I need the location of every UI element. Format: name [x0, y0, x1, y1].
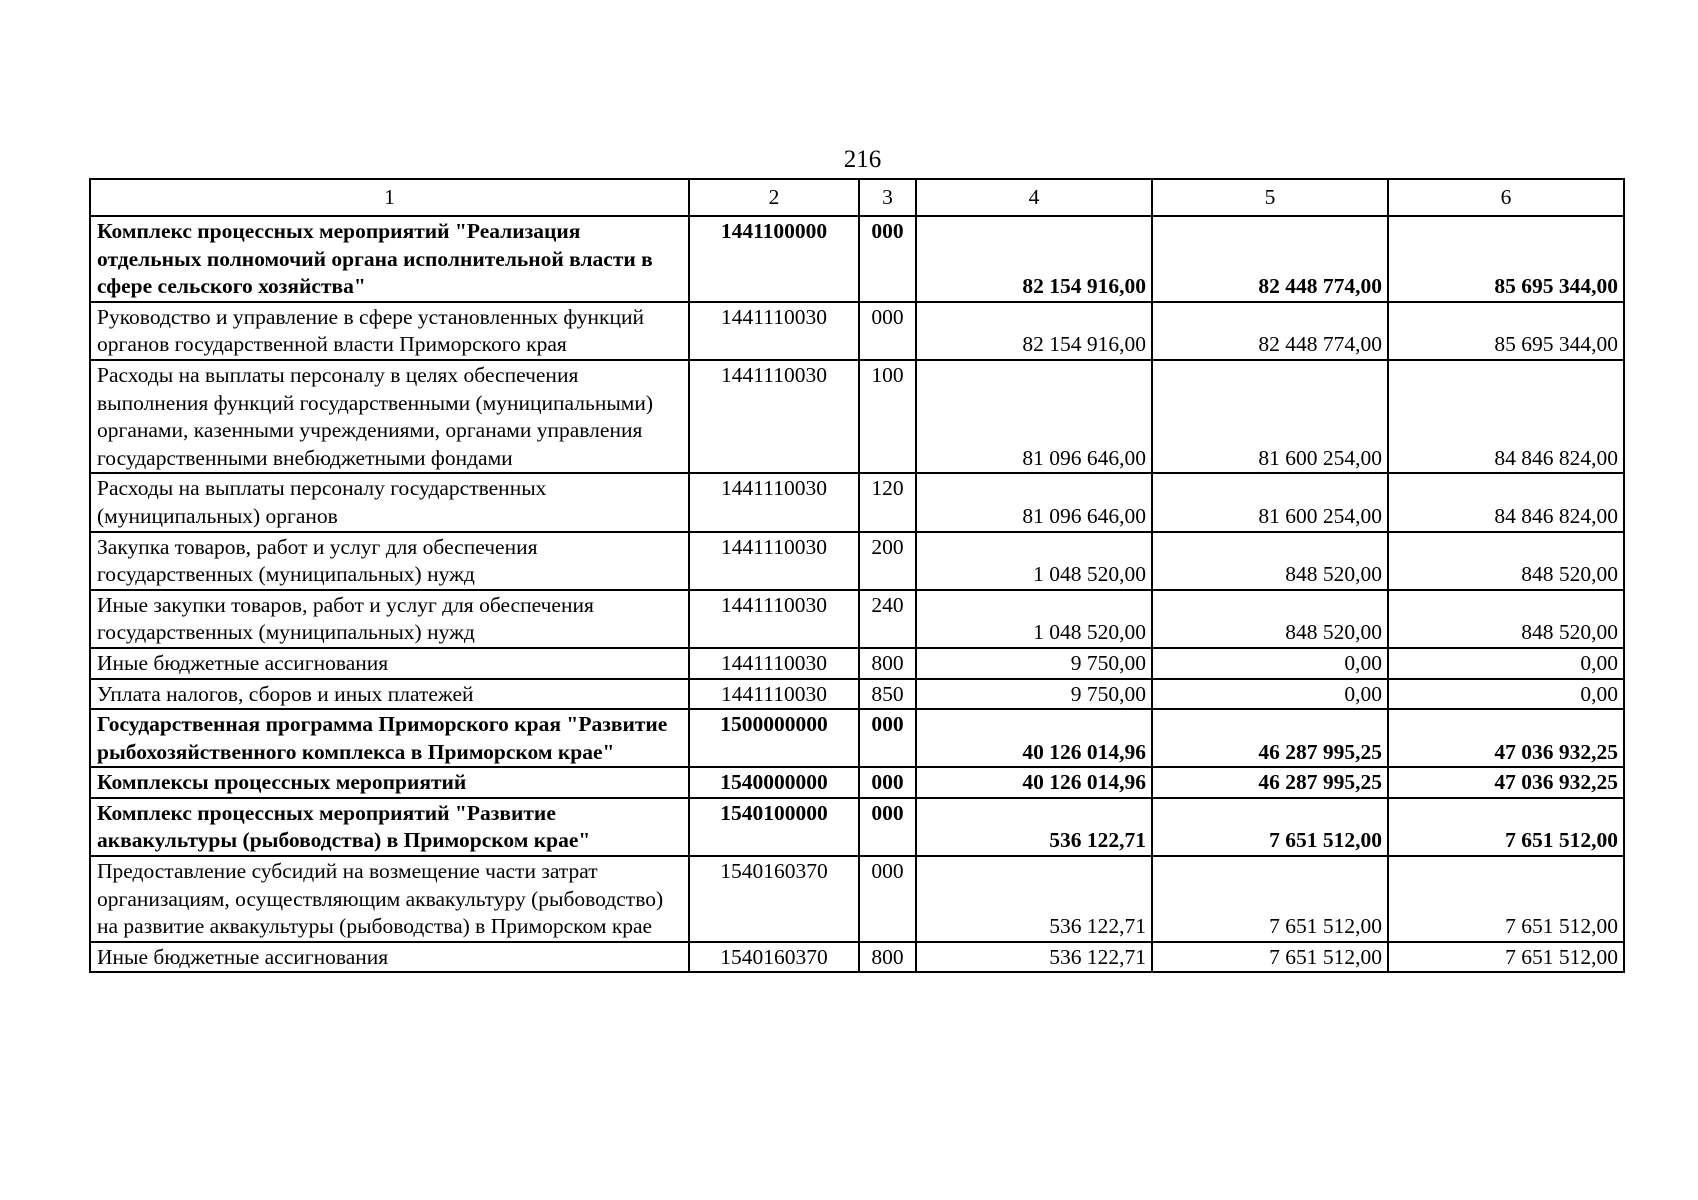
- table-row: [90, 216, 1624, 302]
- row-amount-2: 81 600 254,00: [1152, 473, 1388, 531]
- row-amount-3: 85 695 344,00: [1388, 302, 1624, 360]
- row-amount-2: 82 448 774,00: [1152, 302, 1388, 360]
- row-code: 1441100000: [689, 216, 859, 302]
- row-name: Комплекс процессных мероприятий "Развитие аквакультуры (рыбоводства) в Приморском крае": [90, 798, 689, 856]
- row-code: 1441110030: [689, 473, 859, 531]
- row-amount-1: 9 750,00: [916, 648, 1152, 679]
- row-amount-3: 47 036 932,25: [1388, 767, 1624, 798]
- row-code: 1540160370: [689, 856, 859, 942]
- row-amount-2: 848 520,00: [1152, 532, 1388, 590]
- row-code: 1441110030: [689, 679, 859, 710]
- row-type: 100: [859, 360, 916, 473]
- row-amount-3: 7 651 512,00: [1388, 942, 1624, 973]
- row-name: Иные бюджетные ассигнования: [90, 942, 689, 973]
- header-cell-2: 2: [689, 179, 859, 216]
- row-amount-2: 81 600 254,00: [1152, 360, 1388, 473]
- row-name: Расходы на выплаты персоналу государственных (муниципальных) органов: [90, 473, 689, 531]
- budget-table: [89, 178, 1625, 973]
- row-amount-1: 82 154 916,00: [916, 302, 1152, 360]
- row-name: Руководство и управление в сфере установленных функций органов государственной власти Приморского края: [90, 302, 689, 360]
- row-amount-3: 84 846 824,00: [1388, 473, 1624, 531]
- table-row: [90, 679, 1624, 710]
- row-type: 200: [859, 532, 916, 590]
- row-amount-1: 81 096 646,00: [916, 473, 1152, 531]
- row-name: Расходы на выплаты персоналу в целях обеспечения выполнения функций государственными (муниципальными) органами, казенными учреждениями, органами управления государственными внебюджетными фондами: [90, 360, 689, 473]
- table-row: [90, 856, 1624, 942]
- row-type: 000: [859, 302, 916, 360]
- row-name: Закупка товаров, работ и услуг для обеспечения государственных (муниципальных) нужд: [90, 532, 689, 590]
- row-amount-3: 848 520,00: [1388, 532, 1624, 590]
- row-type: 240: [859, 590, 916, 648]
- row-amount-1: 81 096 646,00: [916, 360, 1152, 473]
- row-amount-3: 848 520,00: [1388, 590, 1624, 648]
- row-type: 850: [859, 679, 916, 710]
- row-code: 1540000000: [689, 767, 859, 798]
- table-row: [90, 590, 1624, 648]
- header-cell-1: 1: [90, 179, 689, 216]
- table-row: [90, 360, 1624, 473]
- table-row: [90, 648, 1624, 679]
- table-header-row: [90, 179, 1624, 216]
- row-amount-1: 536 122,71: [916, 942, 1152, 973]
- row-amount-1: 1 048 520,00: [916, 532, 1152, 590]
- row-amount-3: 47 036 932,25: [1388, 709, 1624, 767]
- row-type: 000: [859, 216, 916, 302]
- table-row: [90, 532, 1624, 590]
- row-amount-2: 7 651 512,00: [1152, 856, 1388, 942]
- row-amount-2: 0,00: [1152, 648, 1388, 679]
- row-type: 120: [859, 473, 916, 531]
- row-amount-3: 0,00: [1388, 648, 1624, 679]
- row-amount-3: 7 651 512,00: [1388, 856, 1624, 942]
- row-type: 000: [859, 856, 916, 942]
- row-code: 1441110030: [689, 648, 859, 679]
- row-code: 1441110030: [689, 302, 859, 360]
- row-type: 800: [859, 942, 916, 973]
- row-type: 800: [859, 648, 916, 679]
- row-code: 1540160370: [689, 942, 859, 973]
- row-code: 1441110030: [689, 532, 859, 590]
- row-type: 000: [859, 798, 916, 856]
- row-amount-1: 1 048 520,00: [916, 590, 1152, 648]
- row-code: 1441110030: [689, 590, 859, 648]
- row-name: Комплексы процессных мероприятий: [90, 767, 689, 798]
- row-name: Иные бюджетные ассигнования: [90, 648, 689, 679]
- row-code: 1540100000: [689, 798, 859, 856]
- table-row: [90, 798, 1624, 856]
- row-name: Иные закупки товаров, работ и услуг для обеспечения государственных (муниципальных) нужд: [90, 590, 689, 648]
- header-cell-3: 3: [859, 179, 916, 216]
- row-amount-2: 7 651 512,00: [1152, 798, 1388, 856]
- row-amount-3: 84 846 824,00: [1388, 360, 1624, 473]
- table-row: [90, 942, 1624, 973]
- row-code: 1441110030: [689, 360, 859, 473]
- row-amount-2: 0,00: [1152, 679, 1388, 710]
- table-row: [90, 473, 1624, 531]
- row-name: Предоставление субсидий на возмещение части затрат организациям, осуществляющим аквакультуру (рыбоводство) на развитие аквакультуры (рыбоводства) в Приморском крае: [90, 856, 689, 942]
- row-amount-1: 536 122,71: [916, 798, 1152, 856]
- row-amount-2: 848 520,00: [1152, 590, 1388, 648]
- row-amount-2: 46 287 995,25: [1152, 767, 1388, 798]
- row-amount-1: 40 126 014,96: [916, 709, 1152, 767]
- table-row: [90, 709, 1624, 767]
- row-amount-1: 82 154 916,00: [916, 216, 1152, 302]
- row-amount-3: 85 695 344,00: [1388, 216, 1624, 302]
- row-amount-1: 40 126 014,96: [916, 767, 1152, 798]
- row-amount-2: 46 287 995,25: [1152, 709, 1388, 767]
- row-name: Комплекс процессных мероприятий "Реализация отдельных полномочий органа исполнительной власти в сфере сельского хозяйства": [90, 216, 689, 302]
- row-amount-3: 0,00: [1388, 679, 1624, 710]
- header-cell-6: 6: [1388, 179, 1624, 216]
- header-cell-4: 4: [916, 179, 1152, 216]
- row-name: Уплата налогов, сборов и иных платежей: [90, 679, 689, 710]
- header-cell-5: 5: [1152, 179, 1388, 216]
- row-amount-3: 7 651 512,00: [1388, 798, 1624, 856]
- row-type: 000: [859, 709, 916, 767]
- row-code: 1500000000: [689, 709, 859, 767]
- row-name: Государственная программа Приморского края "Развитие рыбохозяйственного комплекса в Приморском крае": [90, 709, 689, 767]
- row-amount-2: 82 448 774,00: [1152, 216, 1388, 302]
- page-number: 216: [843, 146, 882, 173]
- row-amount-2: 7 651 512,00: [1152, 942, 1388, 973]
- table-row: [90, 302, 1624, 360]
- table-row: [90, 767, 1624, 798]
- row-amount-1: 9 750,00: [916, 679, 1152, 710]
- row-amount-1: 536 122,71: [916, 856, 1152, 942]
- row-type: 000: [859, 767, 916, 798]
